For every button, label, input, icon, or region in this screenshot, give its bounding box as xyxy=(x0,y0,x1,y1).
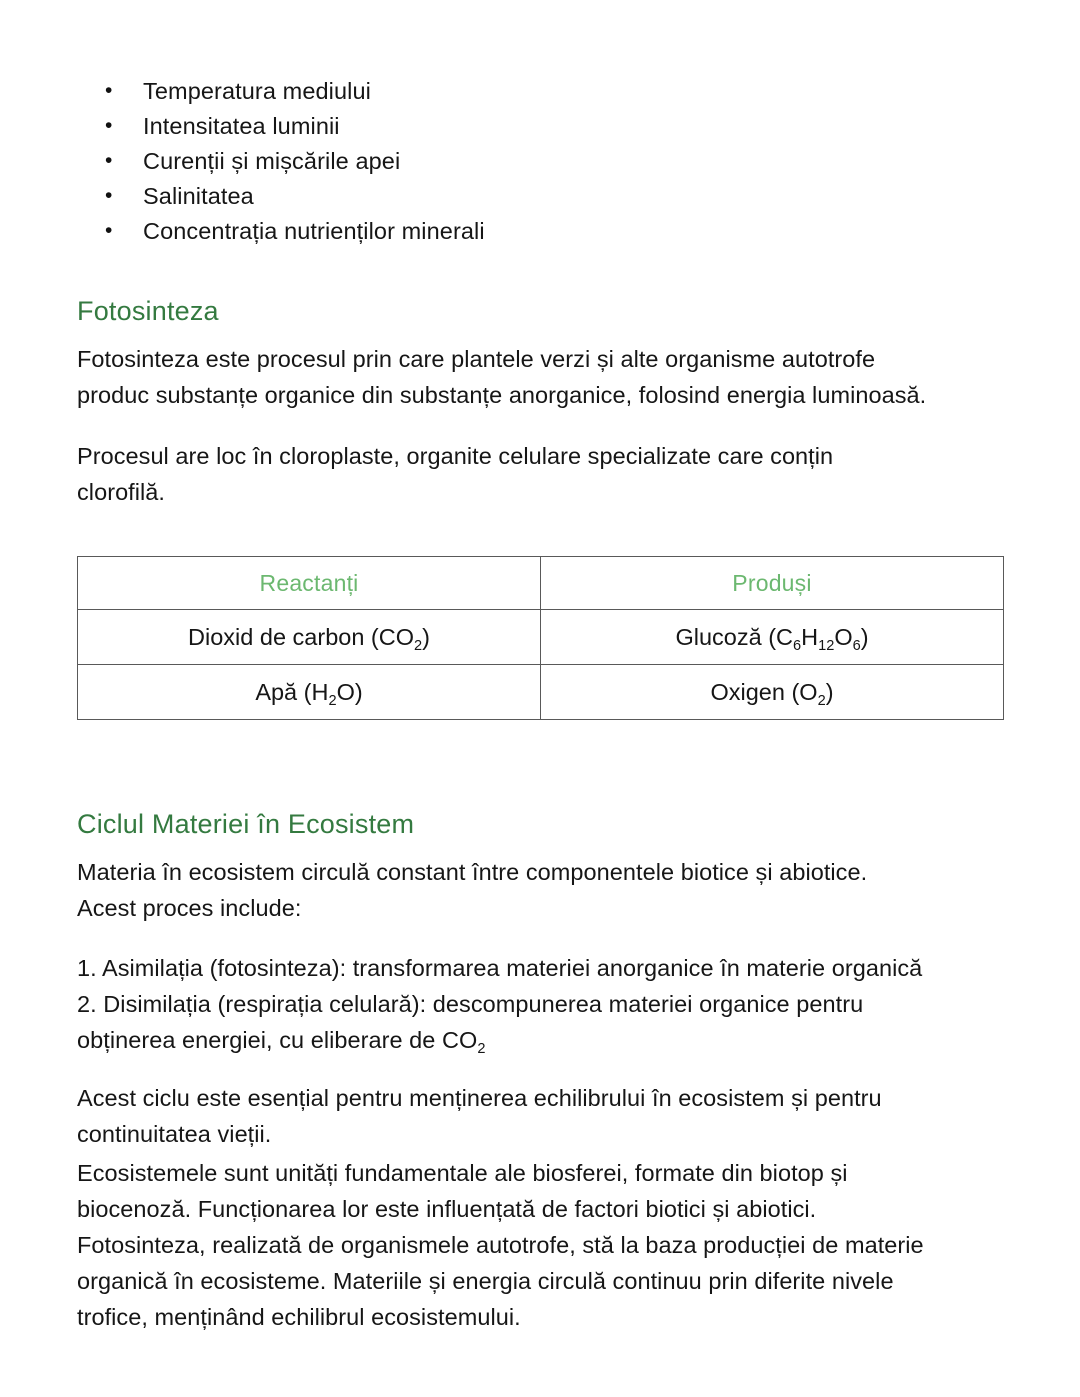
paragraph-line: clorofilă. xyxy=(77,479,166,505)
environmental-factors-list xyxy=(77,74,977,249)
table-cell-reactant-apa xyxy=(78,665,541,720)
list-item xyxy=(77,144,977,179)
list-item xyxy=(77,214,977,249)
cell-text-tail: ) xyxy=(860,623,869,650)
table-cell-reactant-co2 xyxy=(78,610,541,665)
table-row xyxy=(78,610,1004,665)
cell-subscript: 6 xyxy=(852,637,861,654)
list-item-label: Concentrația nutrienților minerali xyxy=(143,218,485,244)
list-item-label: Intensitatea luminii xyxy=(143,113,340,139)
table-cell-produs-glucoza xyxy=(541,610,1004,665)
paragraph-line: Fotosinteza, realizată de organismele autotrofe, stă la baza producției de materie xyxy=(77,1232,924,1258)
numbered-step-2-continued xyxy=(77,1022,1027,1058)
list-item xyxy=(77,109,977,144)
paragraph-line: biocenoză. Funcționarea lor este influențată de factori biotici și abiotici. xyxy=(77,1196,817,1222)
cell-text-tail: O) xyxy=(336,678,363,705)
paragraph-fotosinteza-definition xyxy=(77,341,997,413)
list-item xyxy=(77,179,977,214)
section-heading-fotosinteza: Fotosinteza xyxy=(77,296,219,326)
step-subscript: 2 xyxy=(477,1040,486,1057)
table-cell-produs-oxigen xyxy=(541,665,1004,720)
paragraph-ciclu-esential xyxy=(77,1080,997,1152)
numbered-step-1: 1. Asimilația (fotosinteza): transformarea materiei anorganice în materie organică xyxy=(77,955,923,981)
paragraph-line: Acest ciclu este esențial pentru menținerea echilibrului în ecosistem și pentru xyxy=(77,1085,882,1111)
cell-text: Oxigen (O xyxy=(710,678,818,705)
section-heading-ciclul-materiei: Ciclul Materiei în Ecosistem xyxy=(77,809,415,839)
paragraph-line: Procesul are loc în cloroplaste, organite celulare specializate care conțin xyxy=(77,443,834,469)
paragraph-line: continuitatea vieții. xyxy=(77,1121,272,1147)
list-item-label: Salinitatea xyxy=(143,183,254,209)
paragraph-line: Fotosinteza este procesul prin care plantele verzi și alte organisme autotrofe xyxy=(77,346,876,372)
paragraph-line: produc substanțe organice din substanțe anorganice, folosind energia luminoasă. xyxy=(77,382,927,408)
paragraph-line: Materia în ecosistem circulă constant între componentele biotice și abiotice. xyxy=(77,859,868,885)
table-row xyxy=(78,665,1004,720)
cell-text: Glucoză (C xyxy=(675,623,794,650)
table-header-reactanti: Reactanți xyxy=(78,557,541,610)
cell-text-tail: ) xyxy=(825,678,834,705)
cell-subscript: 6 xyxy=(793,637,802,654)
paragraph-line: organică în ecosisteme. Materiile și energia circulă continuu prin diferite nivele xyxy=(77,1268,894,1294)
cell-subscript: 12 xyxy=(818,637,835,654)
paragraph-cloroplaste xyxy=(77,438,957,510)
cell-text-tail: ) xyxy=(422,623,430,650)
cell-text: O xyxy=(834,623,853,650)
cell-text: H xyxy=(801,623,819,650)
table-header-row xyxy=(78,557,1004,610)
cell-text: Apă (H xyxy=(255,678,329,705)
paragraph-line: Acest proces include: xyxy=(77,895,302,921)
list-item-label: Temperatura mediului xyxy=(143,78,371,104)
cell-subscript: 2 xyxy=(414,637,423,654)
step-text: obținerea energiei, cu eliberare de CO xyxy=(77,1027,478,1053)
list-item xyxy=(77,74,977,109)
cell-subscript: 2 xyxy=(328,692,337,709)
paragraph-rezumat xyxy=(77,1155,1022,1335)
paragraph-line: Ecosistemele sunt unități fundamentale ale biosferei, formate din biotop și xyxy=(77,1160,848,1186)
list-item-label: Curenții și mișcările apei xyxy=(143,148,401,174)
numbered-steps-list xyxy=(77,950,1027,1058)
paragraph-line: trofice, menținând echilibrul ecosistemului. xyxy=(77,1304,521,1330)
photosynthesis-reactants-products-table xyxy=(77,556,1004,720)
paragraph-materia-ecosistem xyxy=(77,854,987,926)
numbered-step-2: 2. Disimilația (respirația celulară): descompunerea materiei organice pentru xyxy=(77,991,864,1017)
table-header-produsi: Produși xyxy=(541,557,1004,610)
cell-subscript: 2 xyxy=(817,692,826,709)
cell-text: Dioxid de carbon (CO xyxy=(188,623,415,650)
